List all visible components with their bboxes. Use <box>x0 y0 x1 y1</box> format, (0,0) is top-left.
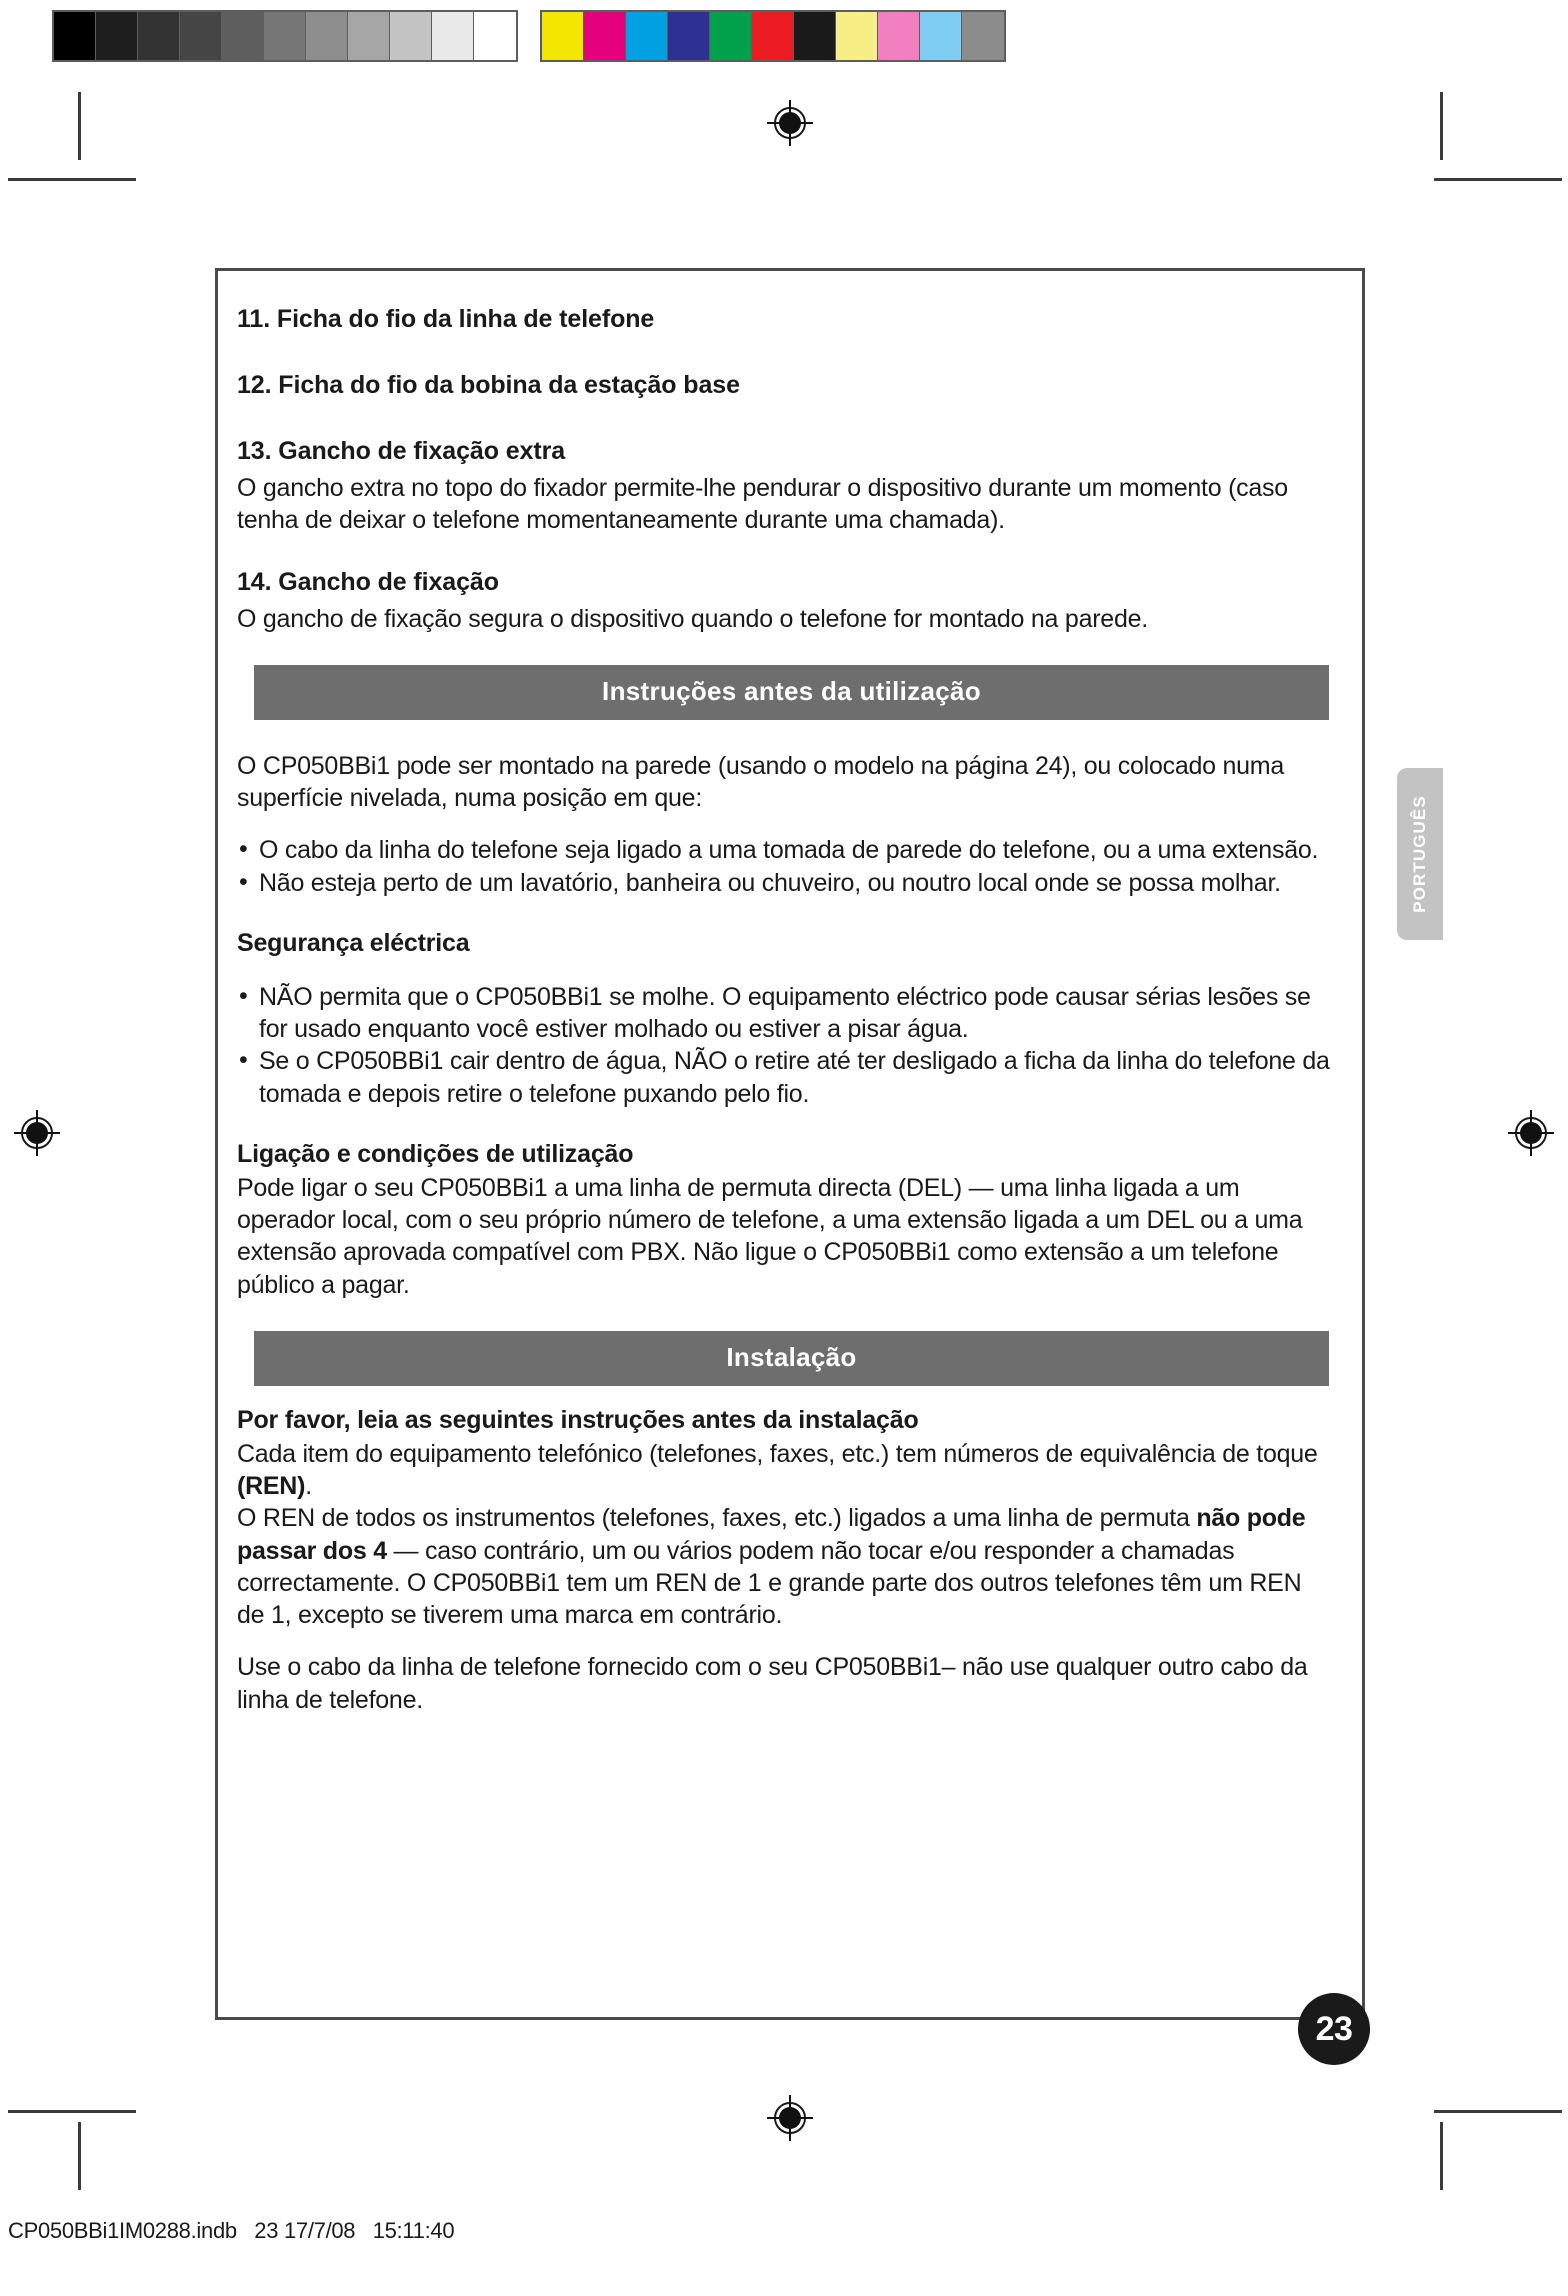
calibration-patch-2 <box>138 12 180 60</box>
installation-para2-text-b: — caso contrário, um ou vários podem não tocar e/ou responder a chamadas correctamente. O CP050BBi1 tem um REN de 1 e grande parte dos outros telefones têm um REN de 1, excepto se tiverem uma marca em contrário. <box>237 1536 1302 1629</box>
calibration-patch-1 <box>96 12 138 60</box>
calibration-patch-3 <box>668 12 710 60</box>
calibration-patch-10 <box>962 12 1004 60</box>
spacer <box>237 635 1330 665</box>
calibration-patch-5 <box>264 12 306 60</box>
list-item: • NÃO permita que o CP050BBi1 se molhe. O equipamento eléctrico pode causar sérias lesões se for usado enquanto você estiver molhado ou estiver a pisar água. <box>237 981 1330 1046</box>
calibration-patch-9 <box>432 12 474 60</box>
installation-para1-text-b: . <box>305 1472 312 1500</box>
item-13-heading: 13. Gancho de fixação extra <box>237 437 566 465</box>
installation-paragraph-2 <box>237 1502 1330 1631</box>
electrical-safety-heading: Segurança eléctrica <box>237 928 470 957</box>
calibration-patch-9 <box>920 12 962 60</box>
grayscale-patch-group <box>52 10 518 62</box>
item-14-heading: 14. Gancho de fixação <box>237 567 499 596</box>
calibration-patch-6 <box>306 12 348 60</box>
list-item: • O cabo da linha do telefone seja ligado a uma tomada de parede do telefone, ou a uma extensão. <box>237 834 1330 866</box>
calibration-patch-1 <box>584 12 626 60</box>
color-patch-group <box>540 10 1006 62</box>
list-item: • Não esteja perto de um lavatório, banheira ou chuveiro, ou noutro local onde se possa molhar. <box>237 867 1330 899</box>
section-banner-instrucoes: Instruções antes da utilização <box>254 665 1329 720</box>
electrical-safety-bullet-list <box>237 981 1330 1110</box>
installation-heading: Por favor, leia as seguintes instruções antes da instalação <box>237 1405 919 1434</box>
crop-mark-bottom-left-horizontal <box>8 2110 136 2113</box>
spacer <box>237 1110 1330 1140</box>
print-footer-text: CP050BBi1IM0288.indb 23 17/7/08 15:11:40 <box>8 2218 455 2243</box>
calibration-patch-6 <box>794 12 836 60</box>
installation-paragraph-3: Use o cabo da linha de telefone fornecido com o seu CP050BBi1– não use qualquer outro cabo da linha de telefone. <box>237 1653 1308 1714</box>
calibration-patch-5 <box>752 12 794 60</box>
print-calibration-strip <box>52 10 1006 62</box>
connection-heading: Ligação e condições de utilização <box>237 1139 634 1168</box>
spacer <box>237 1386 1330 1406</box>
calibration-patch-8 <box>390 12 432 60</box>
spacer <box>237 1631 1330 1651</box>
page-number-badge: 23 <box>1298 1993 1370 2065</box>
installation-para2-text-a: O REN de todos os instrumentos (telefones, faxes, etc.) ligados a uma linha de permuta <box>237 1504 1197 1533</box>
spacer <box>237 720 1330 750</box>
crop-mark-bottom-left-vertical <box>78 2122 81 2190</box>
registration-target-right <box>1508 1110 1554 1156</box>
connection-body: Pode ligar o seu CP050BBi1 a uma linha de permuta directa (DEL) — uma linha ligada a um operador local, com o seu próprio número de telefone, a uma extensão ligada a um DEL ou a uma extensão aprovada compatível com PBX. Não ligue o CP050BBi1 como extensão a um telefone público a pagar. <box>237 1173 1303 1299</box>
list-item: • Se o CP050BBi1 cair dentro de água, NÃO o retire até ter desligado a ficha da linha do telefone da tomada e depois retire o telefone puxando pelo fio. <box>237 1045 1330 1110</box>
instructions-intro: O CP050BBi1 pode ser montado na parede (usando o modelo na página 24), ou colocado numa superfície nivelada, numa posição em que: <box>237 751 1285 812</box>
installation-para1-text-a: Cada item do equipamento telefónico (telefones, faxes, etc.) tem números de equivalência de toque <box>237 1439 1318 1468</box>
calibration-patch-7 <box>348 12 390 60</box>
ren-bold-term: (REN) <box>237 1472 306 1500</box>
crop-mark-top-left-vertical <box>78 92 81 160</box>
page-content-frame <box>215 268 1365 2020</box>
registration-target-bottom <box>767 2095 813 2141</box>
calibration-patch-4 <box>222 12 264 60</box>
calibration-patch-0 <box>542 12 584 60</box>
registration-target-left <box>14 1110 60 1156</box>
section-banner-instalacao: Instalação <box>254 1331 1329 1386</box>
registration-target-top <box>767 100 813 146</box>
crop-mark-bottom-right-vertical <box>1440 2122 1443 2190</box>
spacer <box>237 961 1330 981</box>
calibration-patch-7 <box>836 12 878 60</box>
ren-limit-bold-term: não pode passar dos 4 <box>237 1504 1306 1565</box>
spacer <box>237 1301 1330 1331</box>
spacer <box>237 814 1330 834</box>
language-tab-portugues <box>1397 768 1443 940</box>
calibration-patch-4 <box>710 12 752 60</box>
spacer <box>237 537 1330 567</box>
page-content-body <box>237 304 1330 1716</box>
crop-mark-top-right-horizontal <box>1434 178 1562 181</box>
instructions-bullet-list <box>237 834 1330 899</box>
calibration-patch-2 <box>626 12 668 60</box>
calibration-patch-10 <box>474 12 516 60</box>
crop-mark-bottom-right-horizontal <box>1434 2110 1562 2113</box>
calibration-patch-8 <box>878 12 920 60</box>
spacer <box>237 899 1330 929</box>
item-13-body: O gancho extra no topo do fixador permite-lhe pendurar o dispositivo durante um momento (caso tenha de deixar o telefone momentaneamente durante uma chamada). <box>237 474 1288 535</box>
item-11-heading: 11. Ficha do fio da linha de telefone <box>237 305 655 333</box>
item-14-body: O gancho de fixação segura o dispositivo quando o telefone for montado na parede. <box>237 604 1148 633</box>
crop-mark-top-right-vertical <box>1440 92 1443 160</box>
installation-paragraph-1 <box>237 1438 1330 1503</box>
calibration-patch-0 <box>54 12 96 60</box>
language-tab-label: PORTUGUÊS <box>1410 795 1429 913</box>
item-12-heading: 12. Ficha do fio da bobina da estação base <box>237 371 740 399</box>
crop-mark-top-left-horizontal <box>8 178 136 181</box>
calibration-patch-3 <box>180 12 222 60</box>
